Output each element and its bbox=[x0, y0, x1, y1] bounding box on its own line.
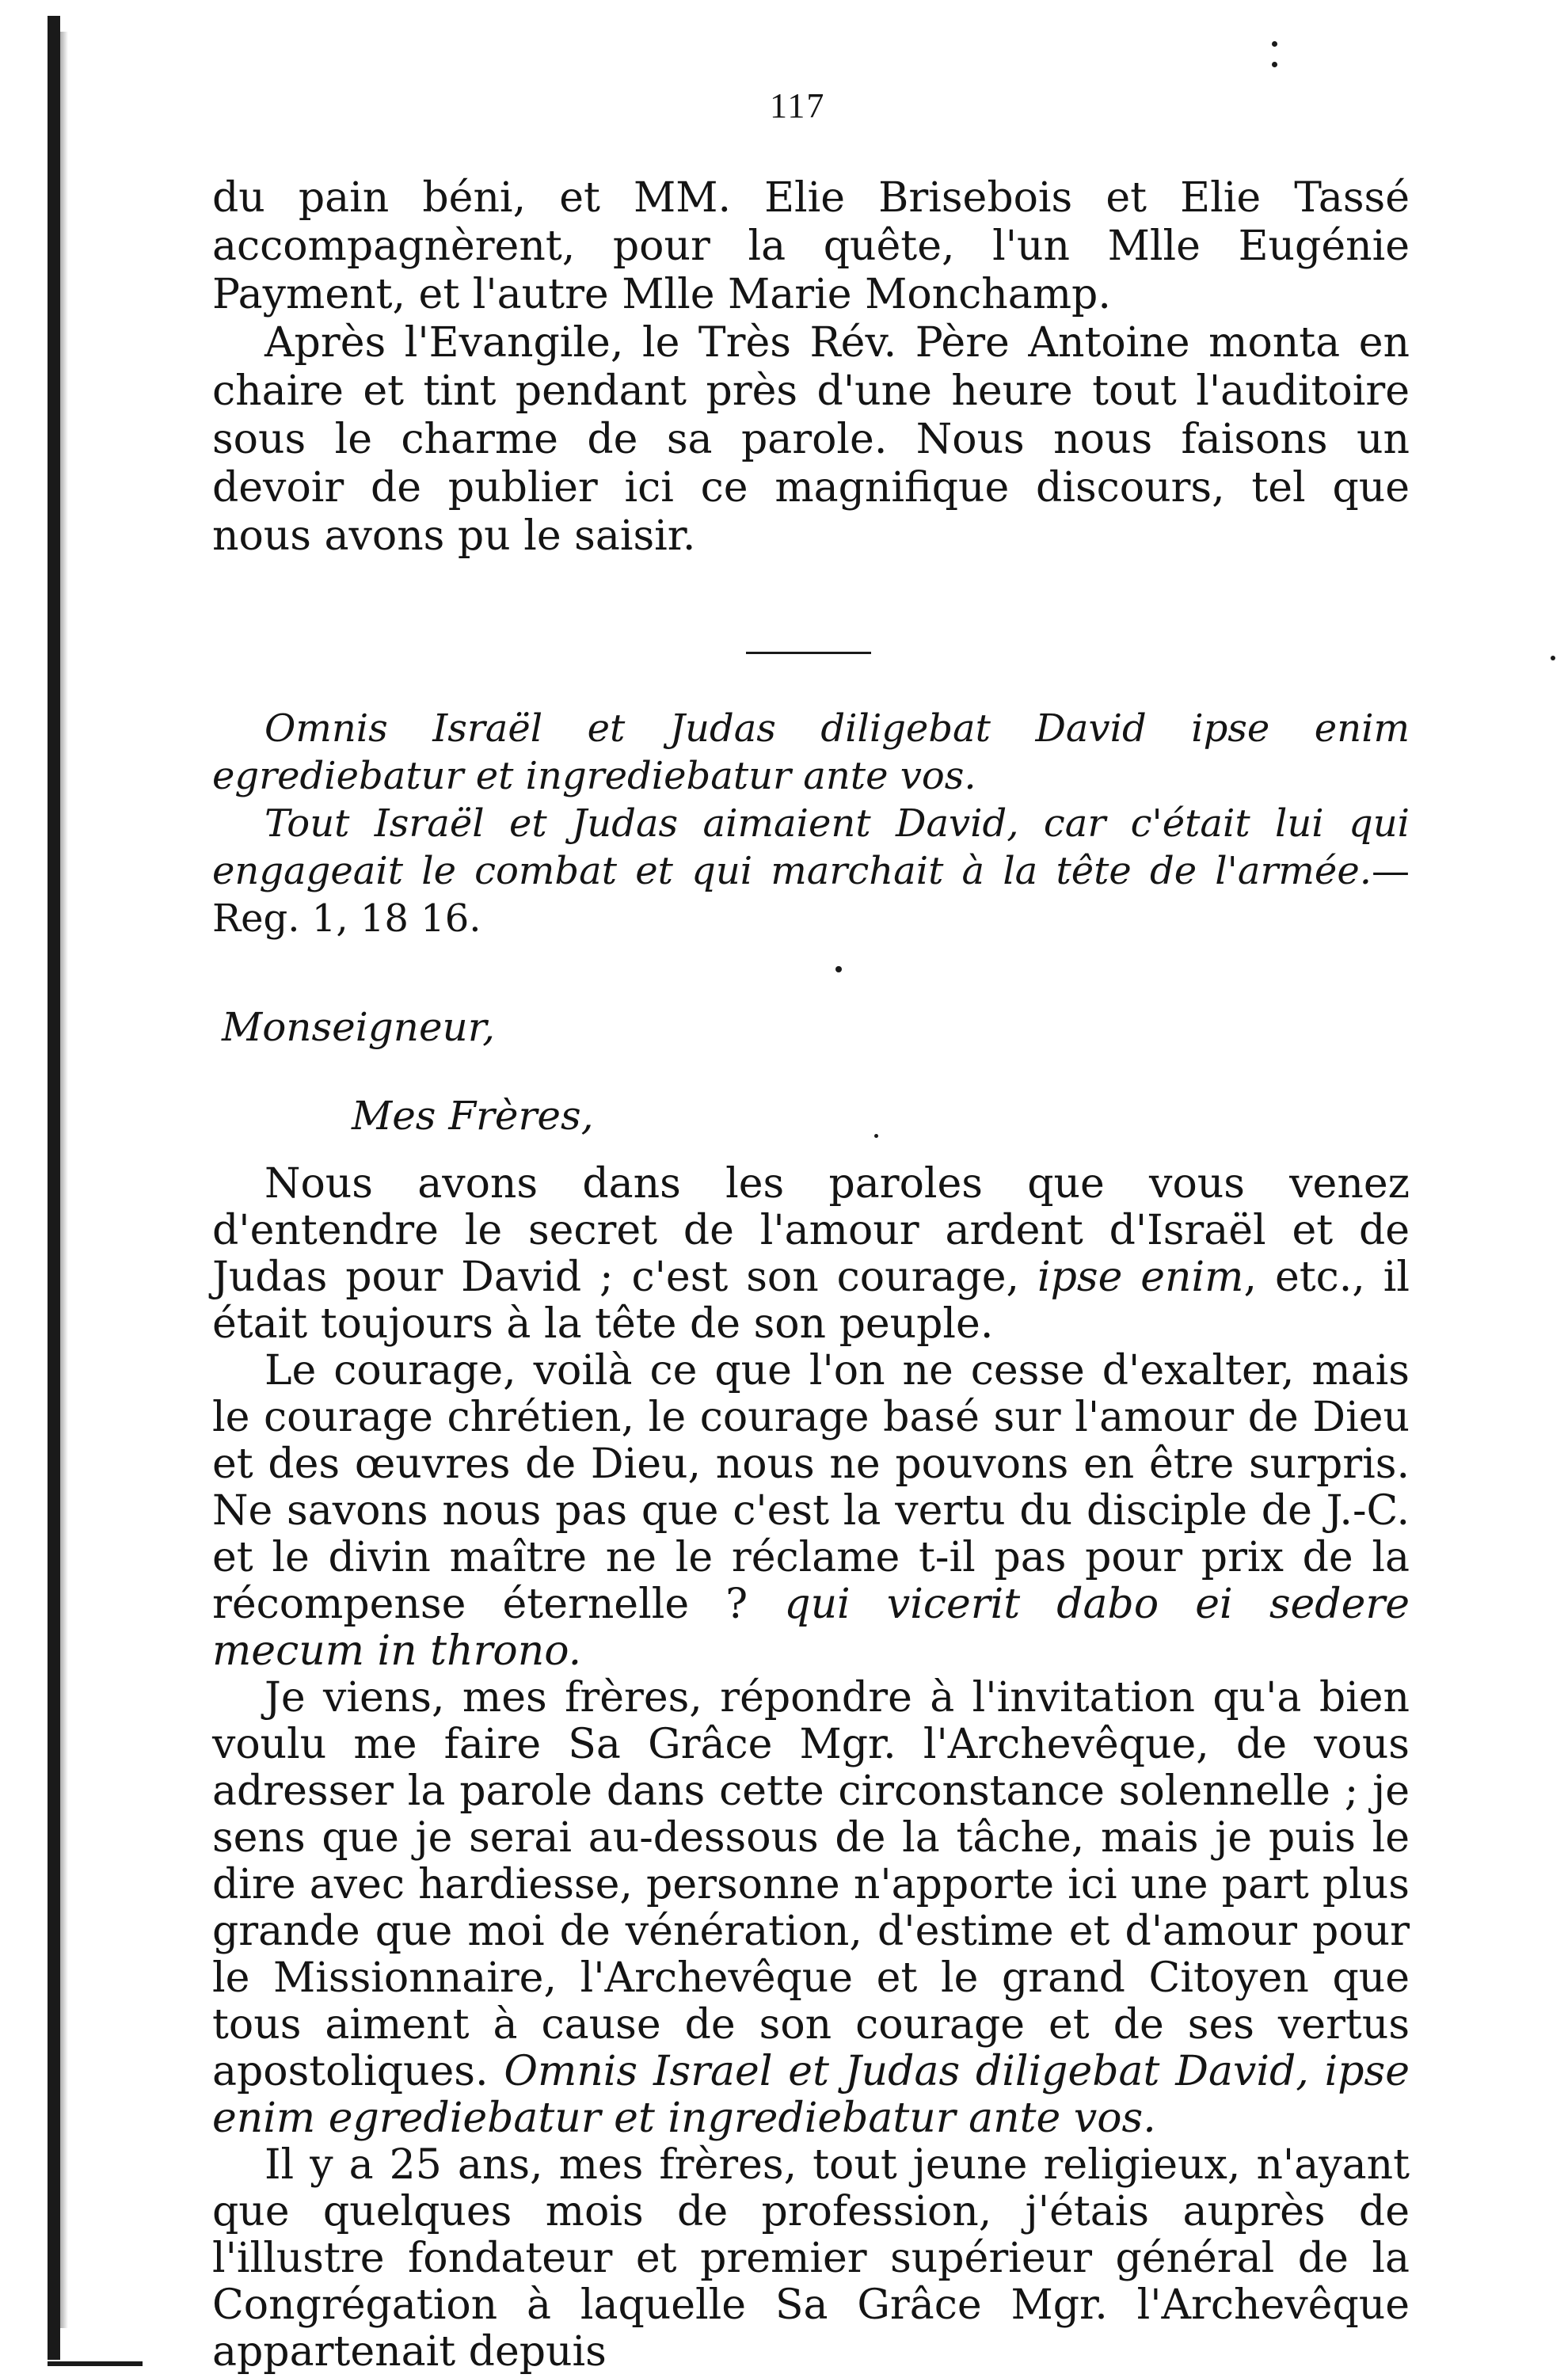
intro-paragraph-1: du pain béni, et MM. Elie Brisebois et Elie Tassé accompagnèrent, pour la quête, l'un Mlle Eugénie Payment, et l'autre Mlle Marie Monchamp. bbox=[212, 174, 1410, 318]
speck-mark bbox=[1272, 62, 1277, 67]
intro-text bbox=[212, 174, 1410, 561]
sermon-text bbox=[212, 1161, 1410, 2376]
bottom-corner-rule bbox=[48, 2361, 143, 2366]
speck-mark bbox=[874, 1134, 878, 1138]
sermon-p3-latin: Omnis Israel et Judas diligebat David, ipse enim egrediebatur et ingrediebatur ante vos. bbox=[212, 2048, 1410, 2142]
page-number: 117 bbox=[770, 86, 826, 125]
sermon-p1-text: Nous avons dans les paroles que vous venez d'entendre le secret de l'amour ardent d'Israël et de Judas pour David ; c'est son courage, bbox=[212, 1160, 1410, 1301]
sermon-paragraph-2 bbox=[212, 1348, 1410, 1675]
epigraph-french bbox=[212, 800, 1410, 942]
epigraph-french-text: Tout Israël et Judas aimaient David, car c'était lui qui engageait le combat et qui marchait à la tête de l'armée. bbox=[212, 801, 1410, 893]
binding-shadow bbox=[60, 32, 68, 2328]
speck-mark bbox=[1551, 656, 1555, 660]
epigraph-reference: —Reg. 1, 18 16. bbox=[212, 849, 1410, 941]
epigraph bbox=[212, 705, 1410, 942]
binding-edge bbox=[48, 16, 60, 2360]
sermon-p2-text: Le courage, voilà ce que l'on ne cesse d'exalter, mais le courage chrétien, le courage basé sur l'amour de Dieu et des œuvres de Dieu, nous ne pouvons en être surpris. Ne savons nous pas que c'est la vertu du disciple de J.-C. et le divin maître ne le réclame t-il pas pour prix de la récompense éternelle ? bbox=[212, 1347, 1410, 1628]
sermon-p1-latin: ipse enim bbox=[1037, 1254, 1244, 1301]
speck-mark bbox=[835, 966, 842, 972]
section-divider bbox=[746, 652, 871, 654]
sermon-p3-text: Je viens, mes frères, répondre à l'invitation qu'a bien voulu me faire Sa Grâce Mgr. l'Archevêque, de vous adresser la parole dans cette circonstance solennelle ; je sens que je serai au-dessous de la tâche, mais je puis le dire avec hardiesse, personne n'apporte ici une part plus grande que moi de vénération, d'estime et d'amour pour le Missionnaire, l'Archevêque et le grand Citoyen que tous aiment à cause de son courage et de ses vertus apostoliques. bbox=[212, 1674, 1410, 2095]
sermon-p2-latin: qui vicerit dabo ei sedere mecum in throno. bbox=[212, 1581, 1410, 1675]
sermon-paragraph-1 bbox=[212, 1161, 1410, 1348]
epigraph-latin: Omnis Israël et Judas diligebat David ipse enim egrediebatur et ingrediebatur ante vos. bbox=[212, 706, 1410, 798]
sermon-p1-text-end: , etc., il était toujours à la tête de son peuple. bbox=[212, 1254, 1410, 1348]
sermon-paragraph-3 bbox=[212, 1675, 1410, 2142]
salutation-monseigneur: Monseigneur, bbox=[222, 1004, 496, 1050]
salutation-freres: Mes Frères, bbox=[352, 1093, 594, 1139]
sermon-paragraph-4: Il y a 25 ans, mes frères, tout jeune religieux, n'ayant que quelques mois de profession, j'étais auprès de l'illustre fondateur et premier supérieur général de la Congrégation à laquelle Sa Grâce Mgr. l'Archevêque appartenait depuis bbox=[212, 2141, 1410, 2376]
speck-mark bbox=[1272, 41, 1277, 47]
intro-paragraph-2: Après l'Evangile, le Très Rév. Père Antoine monta en chaire et tint pendant près d'une heure tout l'auditoire sous le charme de sa parole. Nous nous faisons un devoir de publier ici ce magnifique discours, tel que nous avons pu le saisir. bbox=[212, 319, 1410, 560]
